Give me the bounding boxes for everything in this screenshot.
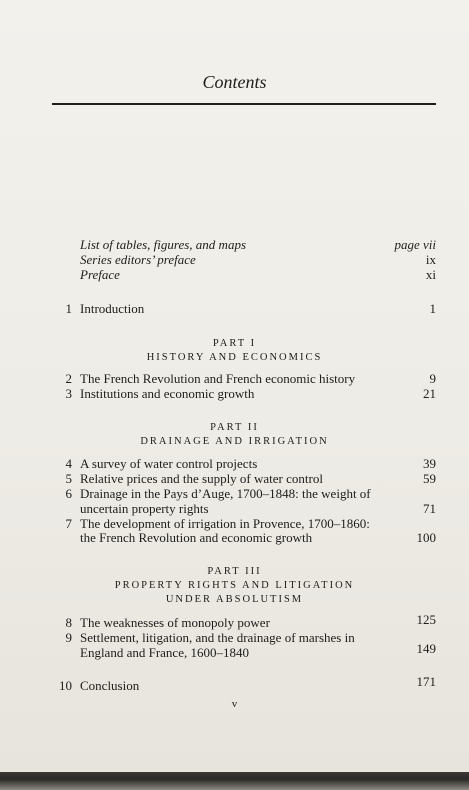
- chapter-title-continued: the French Revolution and economic growth: [80, 530, 313, 545]
- chapter-title: The development of irrigation in Provence, 1700–1860:: [80, 516, 370, 531]
- part-label: PART I: [212, 338, 257, 349]
- front-entry-text: Series editors’ preface: [80, 252, 196, 267]
- chapter-number: 9: [65, 630, 72, 645]
- chapter-number: 5: [65, 471, 72, 486]
- part-title: UNDER ABSOLUTISM: [165, 594, 304, 605]
- page-bottom-edge: [0, 772, 469, 790]
- chapter-number: 4: [65, 456, 72, 471]
- chapter-number: 6: [65, 486, 72, 501]
- chapter-number: 10: [59, 678, 72, 693]
- chapter-page: 149: [416, 641, 436, 656]
- chapter-title: A survey of water control projects: [80, 456, 258, 471]
- front-entry-text: Preface: [80, 267, 120, 282]
- chapter-number: 1: [65, 301, 72, 316]
- part-label: PART II: [210, 422, 259, 433]
- chapter-number: 3: [65, 386, 72, 401]
- chapter-page: 1: [429, 301, 436, 316]
- chapter-page: 100: [416, 530, 436, 545]
- chapter-title: Settlement, litigation, and the drainage of marshes in: [80, 630, 355, 645]
- chapter-title: Relative prices and the supply of water control: [80, 471, 323, 486]
- chapter-number: 7: [65, 516, 72, 531]
- front-entry-page: page vii: [394, 237, 436, 252]
- part-title: DRAINAGE AND IRRIGATION: [140, 436, 329, 447]
- title-rule: [52, 103, 436, 105]
- chapter-number: 2: [65, 371, 72, 386]
- front-entry-text: List of tables, figures, and maps: [80, 237, 247, 252]
- chapter-title-continued: England and France, 1600–1840: [80, 645, 249, 660]
- chapter-title: Drainage in the Pays d’Auge, 1700–1848: the weight of: [80, 486, 371, 501]
- chapter-page: 9: [429, 371, 436, 386]
- chapter-page: 125: [416, 612, 436, 627]
- chapter-title-continued: uncertain property rights: [80, 501, 209, 516]
- front-entry-page: xi: [425, 267, 436, 282]
- part-label: PART III: [207, 566, 262, 577]
- chapter-page: 171: [416, 674, 436, 689]
- chapter-page: 39: [423, 456, 436, 471]
- chapter-title: The weaknesses of monopoly power: [80, 615, 270, 630]
- page-title: Contents: [202, 72, 267, 92]
- chapter-title: Introduction: [80, 301, 145, 316]
- chapter-page: 21: [423, 386, 436, 401]
- page-folio: v: [231, 698, 238, 710]
- chapter-page: 71: [423, 501, 436, 516]
- part-title: PROPERTY RIGHTS AND LITIGATION: [114, 580, 355, 591]
- chapter-number: 8: [65, 615, 72, 630]
- part-title: HISTORY AND ECONOMICS: [146, 352, 323, 363]
- chapter-title: Conclusion: [80, 678, 140, 693]
- chapter-title: The French Revolution and French economic history: [80, 371, 356, 386]
- chapter-title: Institutions and economic growth: [80, 386, 255, 401]
- chapter-page: 59: [423, 471, 436, 486]
- front-entry-page: ix: [425, 252, 436, 267]
